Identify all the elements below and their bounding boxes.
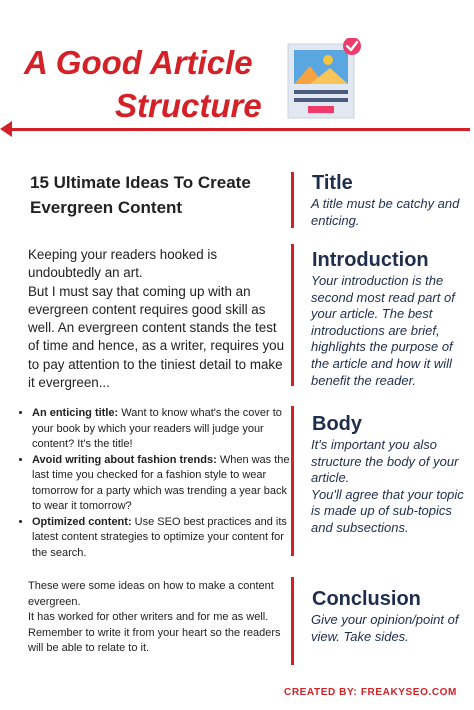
bullet-text: When was the last time you checked for a fashion style to wear tomorrow for a party which was trending a year back to wear it tomorrow? xyxy=(32,453,290,512)
page-title-line-1: A Good Article xyxy=(24,44,253,81)
section-heading-title: Title xyxy=(312,172,353,194)
intro-paragraph xyxy=(28,246,288,392)
list-item xyxy=(32,515,294,562)
list-item xyxy=(32,406,294,453)
section-heading-introduction: Introduction xyxy=(312,249,429,271)
bullet-text: Want to know what's the cover to your book by which your readers will judge your content? It's the title! xyxy=(32,407,282,450)
bullet-bold: An enticing title: xyxy=(32,407,119,419)
intro-line: But I must say that coming up with an evergreen content requires good skill as well. An evergreen content stands the test of time and hence, as a writer, requires you to pay attention to the tiniest detail to make it evergreen... xyxy=(28,283,285,391)
section-text-title: A title must be catchy and enticing. xyxy=(311,196,460,228)
list-item xyxy=(32,453,294,515)
header-divider-line xyxy=(8,128,470,131)
section-divider-introduction xyxy=(291,244,294,386)
document-image-icon xyxy=(286,38,366,120)
section-text-body xyxy=(311,437,471,537)
footer-credit: CREATED BY: FREAKYSEO.COM xyxy=(284,687,457,698)
header-divider-arrowhead xyxy=(0,121,12,137)
page-title-line-2: Structure xyxy=(115,87,262,124)
bullet-bold: Optimized content: xyxy=(32,515,132,528)
section-heading-conclusion: Conclusion xyxy=(312,588,421,610)
conclusion-paragraph xyxy=(28,579,290,657)
body-bullet-list xyxy=(18,406,294,561)
section-divider-title xyxy=(291,172,294,228)
section-text-introduction: Your introduction is the second most read part of your article. The best introductions are brief, highlights the purpose of the article and how it will benefit the reader. xyxy=(311,273,455,388)
section-divider-conclusion xyxy=(291,577,294,665)
body-text-line: It's important you also structure the body of your article. xyxy=(311,437,459,486)
conclusion-line: It has worked for other writers and for me as well. Remember to write it from your heart so the readers will be able to relate to it. xyxy=(28,611,281,654)
section-text-conclusion: Give your opinion/point of view. Take sides. xyxy=(311,612,459,644)
section-heading-body: Body xyxy=(312,413,362,435)
article-heading: 15 Ultimate Ideas To Create Evergreen Content xyxy=(30,173,251,217)
bullet-text: Use SEO best practices and its latest content strategies to optimize your content for the search. xyxy=(32,515,287,559)
conclusion-line: These were some ideas on how to make a content evergreen. xyxy=(28,580,274,608)
intro-line: Keeping your readers hooked is undoubtedly an art. xyxy=(28,247,218,281)
body-text-line: You'll agree that your topic is made up of sub-topics and subsections. xyxy=(311,486,464,535)
bullet-bold: Avoid writing about fashion trends: xyxy=(32,453,217,466)
